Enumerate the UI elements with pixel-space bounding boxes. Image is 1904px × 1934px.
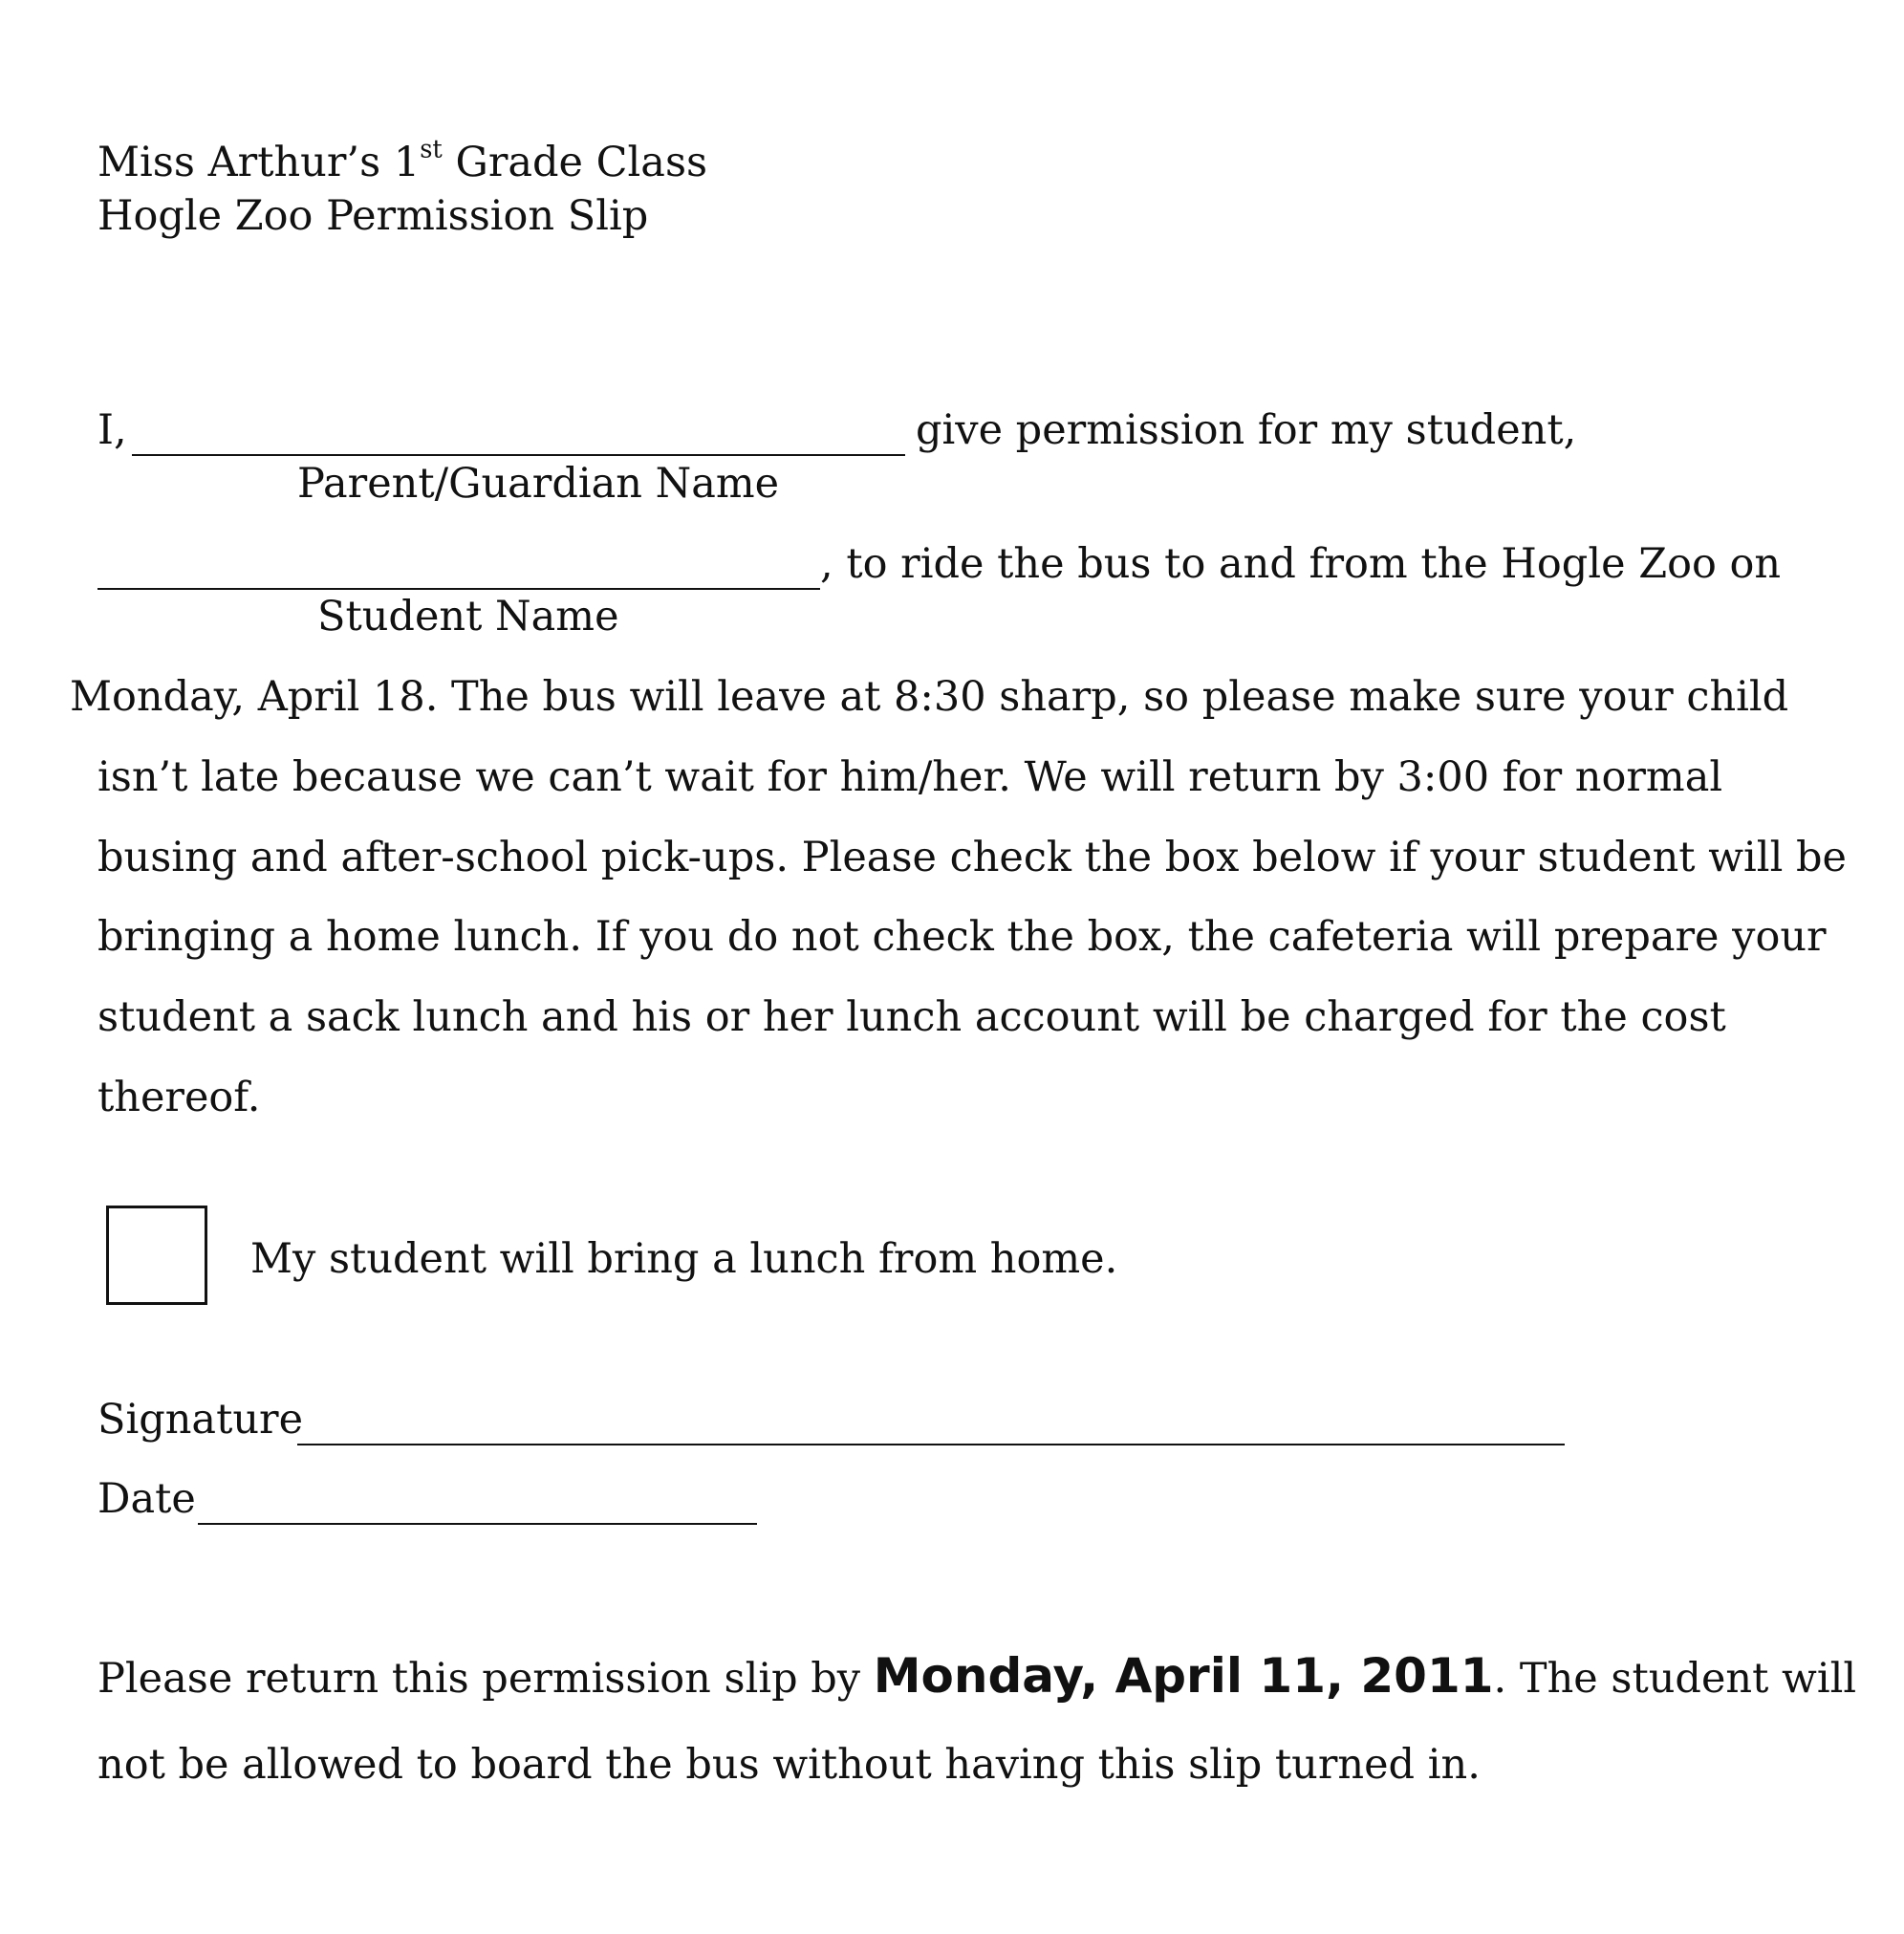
student-name-label: Student Name xyxy=(317,593,619,641)
body-line: Monday, April 18. The bus will leave at 8:30 sharp, so please make sure your child xyxy=(70,673,1789,721)
parent-name-label: Parent/Guardian Name xyxy=(297,460,780,508)
student-name-field[interactable] xyxy=(97,588,820,590)
permission-text: give permission for my student, xyxy=(916,406,1577,454)
return-prefix: Please return this permission slip by xyxy=(97,1655,874,1703)
body-line: student a sack lunch and his or her lunch account will be charged for the cost xyxy=(97,993,1726,1041)
return-suffix: . The student will xyxy=(1493,1655,1857,1703)
home-lunch-checkbox[interactable] xyxy=(106,1206,207,1305)
return-instructions xyxy=(97,1649,1856,1705)
body-line: thereof. xyxy=(97,1074,261,1121)
slip-title: Hogle Zoo Permission Slip xyxy=(97,192,649,240)
parent-name-field[interactable] xyxy=(132,454,905,456)
signature-field[interactable] xyxy=(297,1444,1565,1445)
class-title xyxy=(97,135,708,186)
signature-label: Signature xyxy=(97,1396,304,1444)
body-line: bringing a home lunch. If you do not check the box, the cafeteria will prepare your xyxy=(97,913,1827,961)
ride-bus-text: , to ride the bus to and from the Hogle Zoo on xyxy=(820,540,1782,588)
date-field[interactable] xyxy=(198,1523,757,1525)
boarding-warning: not be allowed to board the bus without having this slip turned in. xyxy=(97,1741,1481,1789)
intro-text: I, xyxy=(97,406,127,454)
body-line: busing and after-school pick-ups. Please check the box below if your student will be xyxy=(97,834,1847,881)
body-line: isn’t late because we can’t wait for him/her. We will return by 3:00 for normal xyxy=(97,753,1723,801)
return-deadline: Monday, April 11, 2011 xyxy=(873,1648,1494,1704)
date-label: Date xyxy=(97,1475,196,1523)
class-title-suffix: Grade Class xyxy=(442,139,708,186)
ordinal-suffix: st xyxy=(420,135,443,164)
home-lunch-label: My student will bring a lunch from home. xyxy=(250,1235,1118,1283)
class-title-prefix: Miss Arthur’s 1 xyxy=(97,139,421,186)
